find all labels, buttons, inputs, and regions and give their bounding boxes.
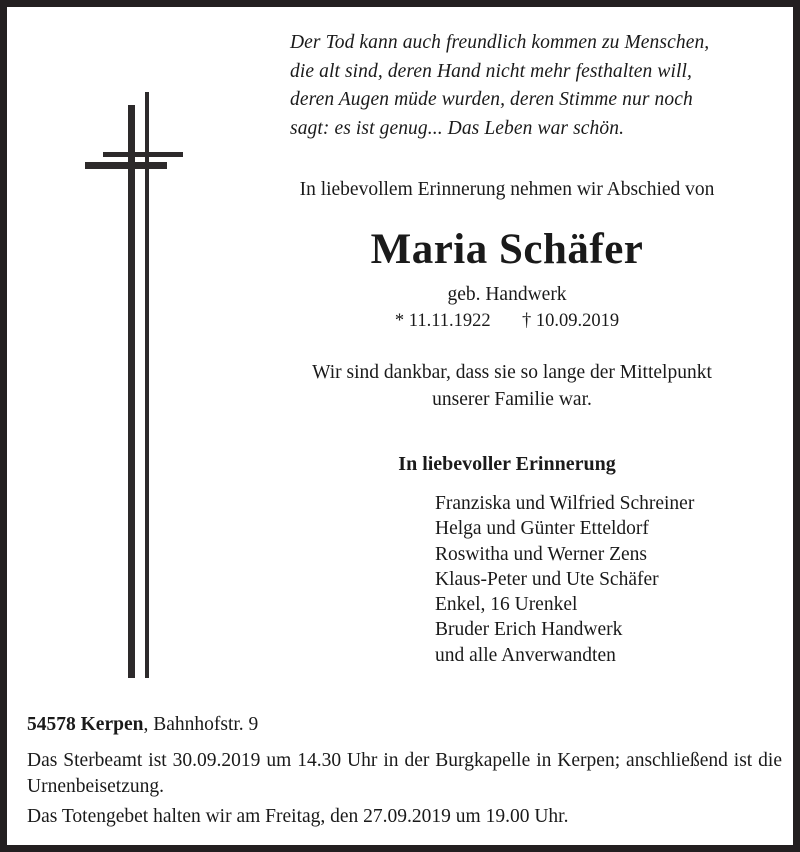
farewell-text: In liebevollem Erinnerung nehmen wir Abschied von — [299, 179, 715, 200]
death-symbol: † — [521, 311, 532, 331]
service-info: Das Sterbeamt ist 30.09.2019 um 14.30 Uhr in der Burgkapelle in Kerpen; anschließend ist die Urnenbeisetzung. — [27, 750, 782, 797]
notice-sheet — [7, 7, 793, 845]
mourner-line: Helga und Günter Etteldorf — [435, 518, 649, 540]
address-line — [27, 712, 777, 738]
mourner-line: Klaus-Peter und Ute Schäfer — [435, 568, 659, 590]
birth-date: 11.11.1922 — [408, 311, 491, 331]
remembrance-heading: In liebevoller Erinnerung — [398, 453, 616, 475]
mourners-list — [435, 491, 795, 668]
birth-symbol: * — [394, 311, 405, 331]
gratitude-line: unserer Familie war. — [432, 389, 592, 410]
mourner-line: Franziska und Wilfried Schreiner — [435, 493, 695, 514]
mourner-line: Enkel, 16 Urenkel — [435, 594, 578, 616]
memorial-poem — [290, 29, 780, 143]
poem-line: Der Tod kann auch freundlich kommen zu Menschen, — [290, 32, 710, 53]
poem-line: sagt: es ist genug... Das Leben war schön. — [290, 117, 625, 139]
address-street: , Bahnhofstr. 9 — [143, 714, 259, 735]
mourner-line: Roswitha und Werner Zens — [435, 543, 647, 565]
gratitude-text — [217, 359, 800, 413]
address-place: 54578 Kerpen — [27, 714, 144, 735]
life-dates — [207, 309, 800, 333]
mourner-line: Bruder Erich Handwerk — [435, 619, 623, 641]
poem-line: die alt sind, deren Hand nicht mehr festhalten will, — [290, 60, 693, 82]
christian-cross-icon — [62, 77, 202, 687]
deceased-name: Maria Schäfer — [370, 226, 644, 273]
mourner-line: und alle Anverwandten — [435, 644, 616, 666]
prayer-info: Das Totengebet halten wir am Freitag, den 27.09.2019 um 19.00 Uhr. — [27, 806, 569, 827]
gratitude-line: Wir sind dankbar, dass sie so lange der Mittelpunkt — [312, 362, 712, 383]
maiden-name: geb. Handwerk — [447, 284, 567, 305]
death-date: 10.09.2019 — [535, 311, 620, 331]
poem-line: deren Augen müde wurden, deren Stimme nur noch — [290, 89, 693, 110]
